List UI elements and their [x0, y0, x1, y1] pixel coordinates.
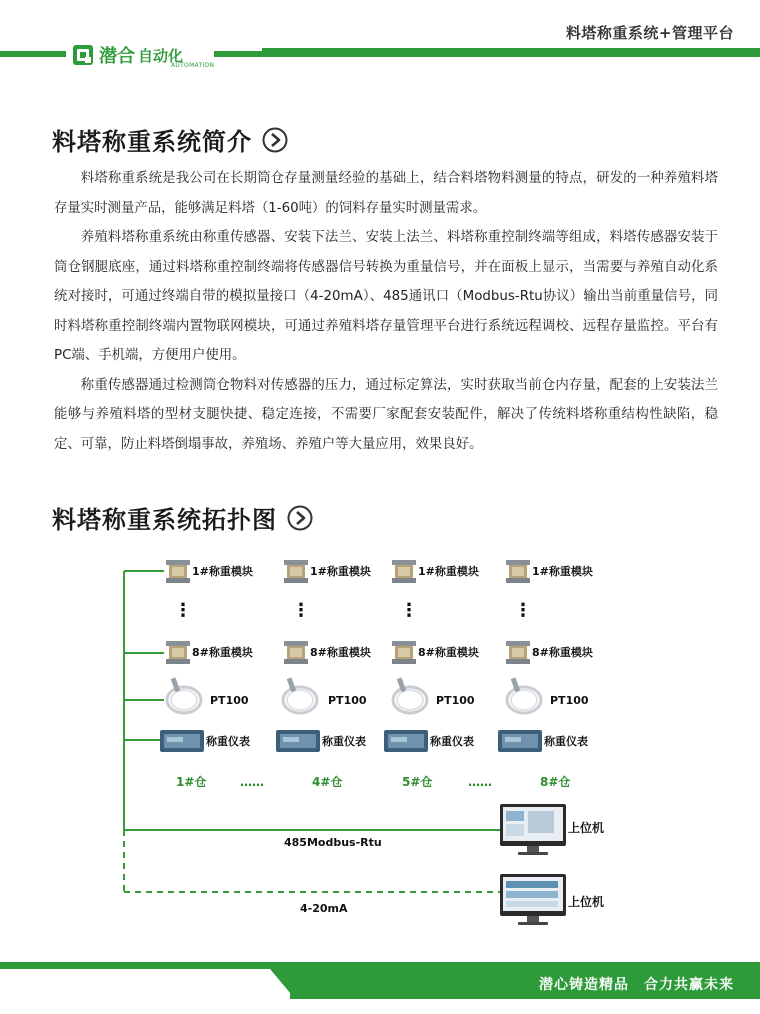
footer-strip — [0, 962, 760, 969]
module-first-label: 1#称重模块 — [532, 565, 593, 578]
chevron-right-circle-icon — [287, 505, 313, 531]
page-header — [0, 0, 760, 70]
module-last-label: 8#称重模块 — [532, 646, 593, 659]
sensor-label: PT100 — [328, 694, 367, 707]
topology-section-title — [52, 500, 313, 535]
logo-english: AUTOMATION — [171, 62, 215, 69]
meter-label: 称重仪表 — [206, 735, 250, 748]
module-first-label: 1#称重模块 — [418, 565, 479, 578]
load-cell-icon — [392, 641, 416, 664]
logo-mark-icon — [72, 44, 94, 66]
page-footer — [0, 962, 760, 1014]
bin-column-4 — [276, 560, 371, 752]
intro-body — [54, 164, 718, 459]
bin-column-5 — [384, 560, 479, 752]
topology-diagram — [0, 540, 760, 940]
meter-label: 称重仪表 — [430, 735, 474, 748]
header-title: 料塔称重系统+管理平台 — [565, 24, 734, 42]
sensor-label: PT100 — [550, 694, 589, 707]
module-first-label: 1#称重模块 — [192, 565, 253, 578]
intro-title-text: 料塔称重系统简介 — [52, 128, 252, 156]
intro-paragraph: 养殖料塔称重系统由称重传感器、安装下法兰、安装上法兰、料塔称重控制终端等组成，料塔传感器安装于筒仓钢腿底座，通过料塔称重控制终端将传感器信号转换为重量信号，并在面板上显示，当需要与养殖自动化系统对接时，可通过终端自带的模拟量接口（4-20mA）、485通讯口（Modbus-Rtu协议）输出当前重量信号，同时料塔称重控制终端内置物联网模块，可通过养殖料塔存量管理平台进行系统远程调校、远程存量监控。平台有PC端、手机端，方便用户使用。 — [54, 230, 718, 363]
load-cell-icon — [284, 560, 308, 583]
logo-name: 潜合 — [99, 46, 135, 67]
module-last-label: 8#称重模块 — [418, 646, 479, 659]
vertical-ellipsis: ⋮ — [174, 600, 192, 621]
pt100-sensor-icon — [393, 677, 427, 713]
link-analog-label: 4-20mA — [300, 902, 348, 915]
pt100-sensor-icon — [507, 677, 541, 713]
bin-column-8 — [498, 560, 593, 752]
vertical-ellipsis: ⋮ — [514, 600, 532, 621]
sensor-label: PT100 — [436, 694, 475, 707]
load-cell-icon — [166, 641, 190, 664]
pt100-sensor-icon — [283, 677, 317, 713]
bin-column-1 — [160, 560, 253, 752]
module-last-label: 8#称重模块 — [310, 646, 371, 659]
bin-label: 4#仓 — [312, 775, 343, 789]
sensor-label: PT100 — [210, 694, 249, 707]
load-cell-icon — [392, 560, 416, 583]
bin-gap-ellipsis: …… — [468, 775, 492, 789]
load-cell-icon — [506, 560, 530, 583]
load-cell-icon — [284, 641, 308, 664]
bin-label: 5#仓 — [402, 775, 433, 789]
module-last-label: 8#称重模块 — [192, 646, 253, 659]
pt100-sensor-icon — [167, 677, 201, 713]
intro-paragraph: 料塔称重系统是我公司在长期筒仓存量测量经验的基础上，结合料塔物料测量的特点，研发的一种养殖料塔存量实时测量产品，能够满足料塔（1-60吨）的饲料存量实时测量需求。 — [54, 171, 718, 216]
bin-label: 1#仓 — [176, 775, 207, 789]
host-pc-2 — [500, 874, 604, 925]
host-pc-1 — [500, 804, 604, 855]
company-logo — [66, 40, 214, 70]
bin-gap-ellipsis: …… — [240, 775, 264, 789]
meter-label: 称重仪表 — [544, 735, 588, 748]
intro-section-title — [52, 122, 288, 157]
chevron-right-circle-icon — [262, 127, 288, 153]
meter-label: 称重仪表 — [322, 735, 366, 748]
footer-slogan: 潜心铸造精品 合力共赢未来 — [539, 977, 734, 993]
host-label: 上位机 — [568, 821, 605, 835]
vertical-ellipsis: ⋮ — [400, 600, 418, 621]
load-cell-icon — [506, 641, 530, 664]
topology-svg — [0, 540, 760, 940]
vertical-ellipsis: ⋮ — [292, 600, 310, 621]
module-first-label: 1#称重模块 — [310, 565, 371, 578]
weighing-meter-icon — [160, 730, 204, 752]
topology-title-text: 料塔称重系统拓扑图 — [52, 506, 277, 534]
bin-label: 8#仓 — [540, 775, 571, 789]
host-label: 上位机 — [568, 895, 605, 909]
weighing-meter-icon — [498, 730, 542, 752]
intro-paragraph: 称重传感器通过检测筒仓物料对传感器的压力，通过标定算法，实时获取当前仓内存量，配套的上安装法兰能够与养殖料塔的型材支腿快捷、稳定连接，不需要厂家配套安装配件，解决了传统料塔称重结构性缺陷，稳定、可靠，防止料塔倒塌事故，养殖场、养殖户等大量应用，效果良好。 — [54, 377, 718, 452]
weighing-meter-icon — [384, 730, 428, 752]
logo-subtitle: 自动化 — [138, 46, 184, 65]
link-485-label: 485Modbus-Rtu — [284, 836, 382, 849]
load-cell-icon — [166, 560, 190, 583]
weighing-meter-icon — [276, 730, 320, 752]
